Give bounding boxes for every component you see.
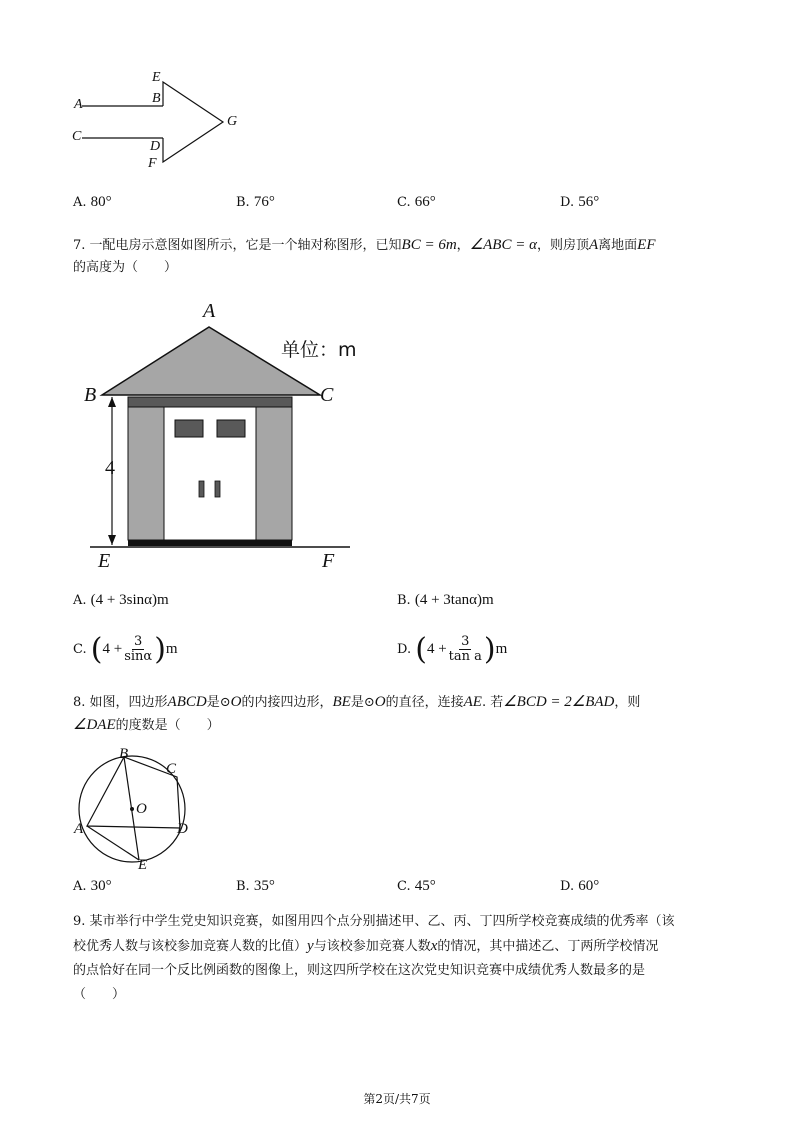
q6-label-b: B — [152, 91, 161, 106]
q7-point-a: A — [588, 237, 599, 253]
q7-bc-expr: BC = 6m — [401, 237, 457, 253]
q8-label-b: B — [119, 746, 129, 762]
q7-text: ，则房顶 — [536, 238, 589, 253]
q9-stem — [73, 910, 763, 1007]
q9-text: 的情况，其中描述乙、丁两所学校情况 — [437, 939, 659, 954]
q8-text: 8. 如图，四边形 — [73, 695, 168, 710]
page-footer: 第2页/共7页 — [363, 1092, 431, 1106]
q7-label-c: C — [320, 384, 334, 406]
option-value: (4 + 3sinα)m — [90, 592, 169, 608]
q7-sep: ， — [456, 238, 470, 253]
q8-label-c: C — [166, 761, 177, 777]
q7-text: 的高度为（ ） — [73, 260, 178, 275]
q7-label-a: A — [203, 300, 216, 322]
fraction — [124, 635, 152, 664]
option-expr: 4 + — [102, 641, 123, 657]
paren-left: ( — [90, 632, 103, 667]
q8-o: O — [230, 694, 242, 710]
q6-label-f: F — [148, 156, 157, 171]
option-key: D. — [397, 642, 412, 657]
q8-text: 的直径，连接 — [385, 695, 464, 710]
q8-text: 的内接四边形， — [241, 695, 333, 710]
q7-text: 7. 一配电房示意图如图所示，它是一个轴对称图形，已知 — [73, 238, 402, 253]
q7-option-d[interactable] — [397, 632, 507, 667]
fraction-denominator: tan a — [448, 649, 482, 664]
fraction-denominator: sinα — [124, 649, 153, 664]
q8-be: BE — [332, 694, 351, 710]
option-key: B. — [236, 879, 250, 894]
option-key: A. — [73, 195, 87, 210]
q8-option-b[interactable] — [236, 878, 275, 895]
option-unit: m — [165, 641, 178, 657]
paren-left: ( — [415, 632, 427, 667]
option-key: A. — [73, 879, 87, 894]
q9-text: 9. 某市举行中学生党史知识竞赛，如图用四个点分别描述甲、乙、丙、丁四所学校竞赛成绩的优秀率（该 — [73, 914, 675, 929]
q6-label-d: D — [150, 139, 161, 154]
q6-option-a[interactable] — [73, 194, 112, 211]
paren-right: ) — [483, 632, 496, 667]
q8-option-a[interactable] — [73, 878, 112, 895]
q8-option-c[interactable] — [397, 878, 436, 895]
q8-abcd: ABCD — [167, 694, 207, 710]
option-unit: m — [495, 641, 508, 657]
q8-text: 是 — [350, 695, 364, 710]
fraction-numerator: 3 — [134, 634, 143, 649]
option-key: A. — [73, 593, 87, 608]
circle-symbol: ⊙ — [219, 695, 231, 710]
q8-ae: AE — [463, 694, 482, 710]
q6-option-b[interactable] — [236, 194, 275, 211]
option-value: (4 + 3tanα)m — [414, 592, 494, 608]
q6-label-c: C — [72, 129, 82, 144]
q9-text: 与该校参加竞赛人数 — [313, 939, 431, 954]
option-key: C. — [397, 195, 411, 210]
option-value: 35° — [253, 878, 275, 894]
q8-text: 是 — [206, 695, 220, 710]
q8-text: ，则 — [614, 695, 641, 710]
q7-option-b[interactable] — [397, 592, 494, 609]
paren-right: ) — [154, 632, 166, 667]
option-value: 60° — [578, 878, 600, 894]
q7-stem — [73, 234, 753, 279]
option-value: 56° — [578, 194, 600, 210]
q7-unit-label: 单位：m — [281, 339, 357, 361]
option-value: 66° — [414, 194, 436, 210]
q7-label-b: B — [84, 384, 97, 406]
option-key: B. — [236, 195, 250, 210]
option-expr: 4 + — [426, 641, 447, 657]
option-key: B. — [397, 593, 411, 608]
q8-text: 的度数是（ ） — [115, 718, 220, 733]
q7-height-label: 4 — [105, 457, 115, 479]
q8-label-d: D — [177, 821, 188, 837]
q8-label-a: A — [74, 821, 84, 837]
fraction-numerator: 3 — [461, 634, 470, 649]
q7-angle-expr: ∠ABC = α — [469, 237, 537, 253]
q7-label-f: F — [322, 550, 335, 572]
q7-label-e: E — [98, 550, 111, 572]
option-value: 45° — [414, 878, 436, 894]
circle-symbol: ⊙ — [363, 695, 375, 710]
fraction — [449, 635, 482, 664]
q6-label-g: G — [227, 114, 238, 129]
q8-dae: ∠DAE — [73, 717, 116, 733]
q7-ef: EF — [637, 237, 656, 253]
q8-text: . 若 — [481, 695, 504, 710]
q7-text: 离地面 — [598, 238, 638, 253]
option-key: C. — [73, 642, 87, 657]
q9-text: 校优秀人数与该校参加竞赛人数的比值） — [73, 939, 308, 954]
q6-option-c[interactable] — [397, 194, 436, 211]
q8-label-o: O — [136, 801, 147, 817]
q6-option-d[interactable] — [560, 194, 599, 211]
option-value: 76° — [253, 194, 275, 210]
q7-option-a[interactable] — [73, 592, 169, 609]
q9-text: 的点恰好在同一个反比例函数的图像上，则这四所学校在这次党史知识竞赛中成绩优秀人数最多的是 — [73, 963, 646, 978]
option-value: 80° — [90, 194, 112, 210]
q9-text: （ ） — [73, 987, 126, 1002]
q7-option-c[interactable] — [73, 632, 178, 667]
q9-var-x: x — [430, 938, 438, 954]
option-value: 30° — [90, 878, 112, 894]
q8-stem — [73, 691, 763, 737]
option-key: D. — [560, 195, 575, 210]
option-key: C. — [397, 879, 411, 894]
option-key: D. — [560, 879, 575, 894]
q8-option-d[interactable] — [560, 878, 599, 895]
q8-o: O — [374, 694, 386, 710]
q9-var-y: y — [307, 938, 314, 954]
q6-label-a: A — [74, 97, 83, 112]
q8-condition: ∠BCD = 2∠BAD — [503, 694, 615, 710]
q6-label-e: E — [152, 70, 161, 85]
q8-label-e: E — [138, 857, 148, 873]
